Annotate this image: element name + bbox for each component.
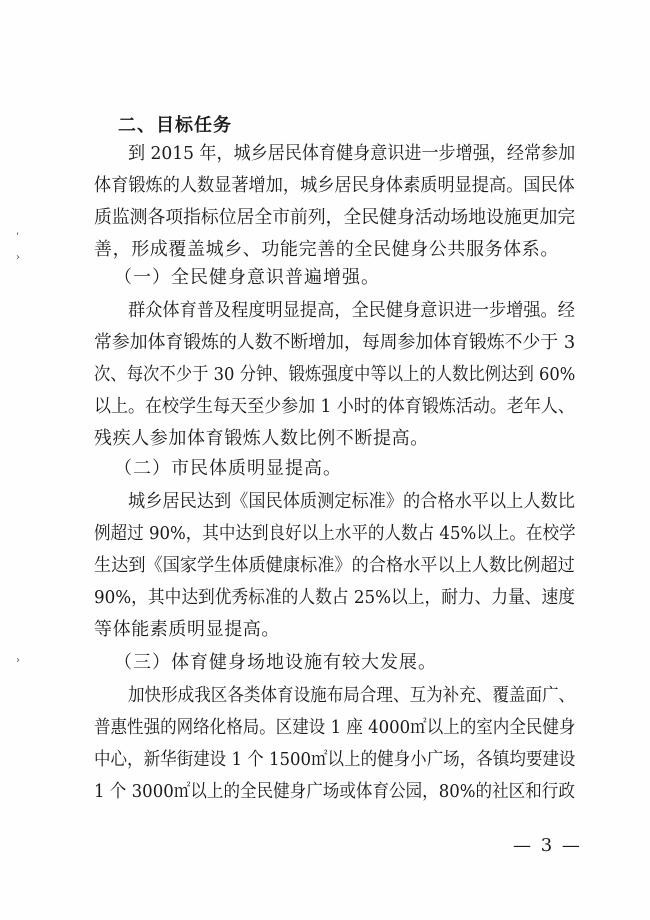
scan-speck: , [16, 226, 20, 237]
section3-line-4: 1 个 3000㎡以上的全民健身广场或体育公园，80%的社区和行政 [94, 781, 575, 802]
subsection-title-2: （二）市民体质明显提高。 [114, 458, 342, 479]
section2-line-5: 等体能素质明显提高。 [94, 619, 280, 640]
intro-line-2: 体育锻炼的人数显著增加，城乡居民身体素质明显提高。国民体 [94, 175, 575, 196]
section3-line-1: 加快形成我区各类体育设施布局合理、互为补充、覆盖面广、 [128, 685, 576, 706]
section1-line-2: 常参加体育锻炼的人数不断增加，每周参加体育锻炼不少于 3 [94, 332, 576, 353]
section-heading: 二、目标任务 [118, 115, 232, 136]
intro-line-4: 善，形成覆盖城乡、功能完善的全民健身公共服务体系。 [94, 239, 559, 260]
section2-line-4: 90%，其中达到优秀标准的人数占 25%以上，耐力、力量、速度 [94, 587, 575, 608]
intro-line-3: 质监测各项指标位居全市前列，全民健身活动场地设施更加完 [94, 207, 576, 228]
section1-line-1: 群众体育普及程度明显提高，全民健身意识进一步增强。经 [128, 300, 575, 321]
subsection-title-3: （三）体育健身场地设施有较大发展。 [114, 652, 437, 673]
intro-line-1: 到 2015 年，城乡居民体育健身意识进一步增强，经常参加 [128, 143, 576, 164]
section3-line-3: 中心，新华街建设 1 个 1500㎡以上的健身小广场，各镇均要建设 [94, 749, 576, 770]
page-number: — 3 — [513, 835, 582, 856]
section1-line-5: 残疾人参加体育锻炼人数比例不断提高。 [94, 428, 429, 449]
subsection-title-1: （一）全民健身意识普遍增强。 [114, 267, 380, 288]
section1-line-4: 以上。在校学生每天至少参加 1 小时的体育锻炼活动。老年人、 [94, 396, 575, 417]
scan-speck: › [16, 655, 20, 666]
section2-line-3: 生达到《国家学生体质健康标准》的合格水平以上人数比例超过 [94, 555, 575, 576]
section2-line-2: 例超过 90%，其中达到良好以上水平的人数占 45%以上。在校学 [94, 523, 576, 544]
section2-line-1: 城乡居民达到《国民体质测定标准》的合格水平以上人数比 [128, 491, 575, 512]
section3-line-2: 普惠性强的网络化格局。区建设 1 座 4000㎡以上的室内全民健身 [94, 717, 576, 738]
scan-speck: › [16, 252, 20, 263]
section1-line-3: 次、每次不少于 30 分钟、锻炼强度中等以上的人数比例达到 60% [94, 364, 576, 385]
